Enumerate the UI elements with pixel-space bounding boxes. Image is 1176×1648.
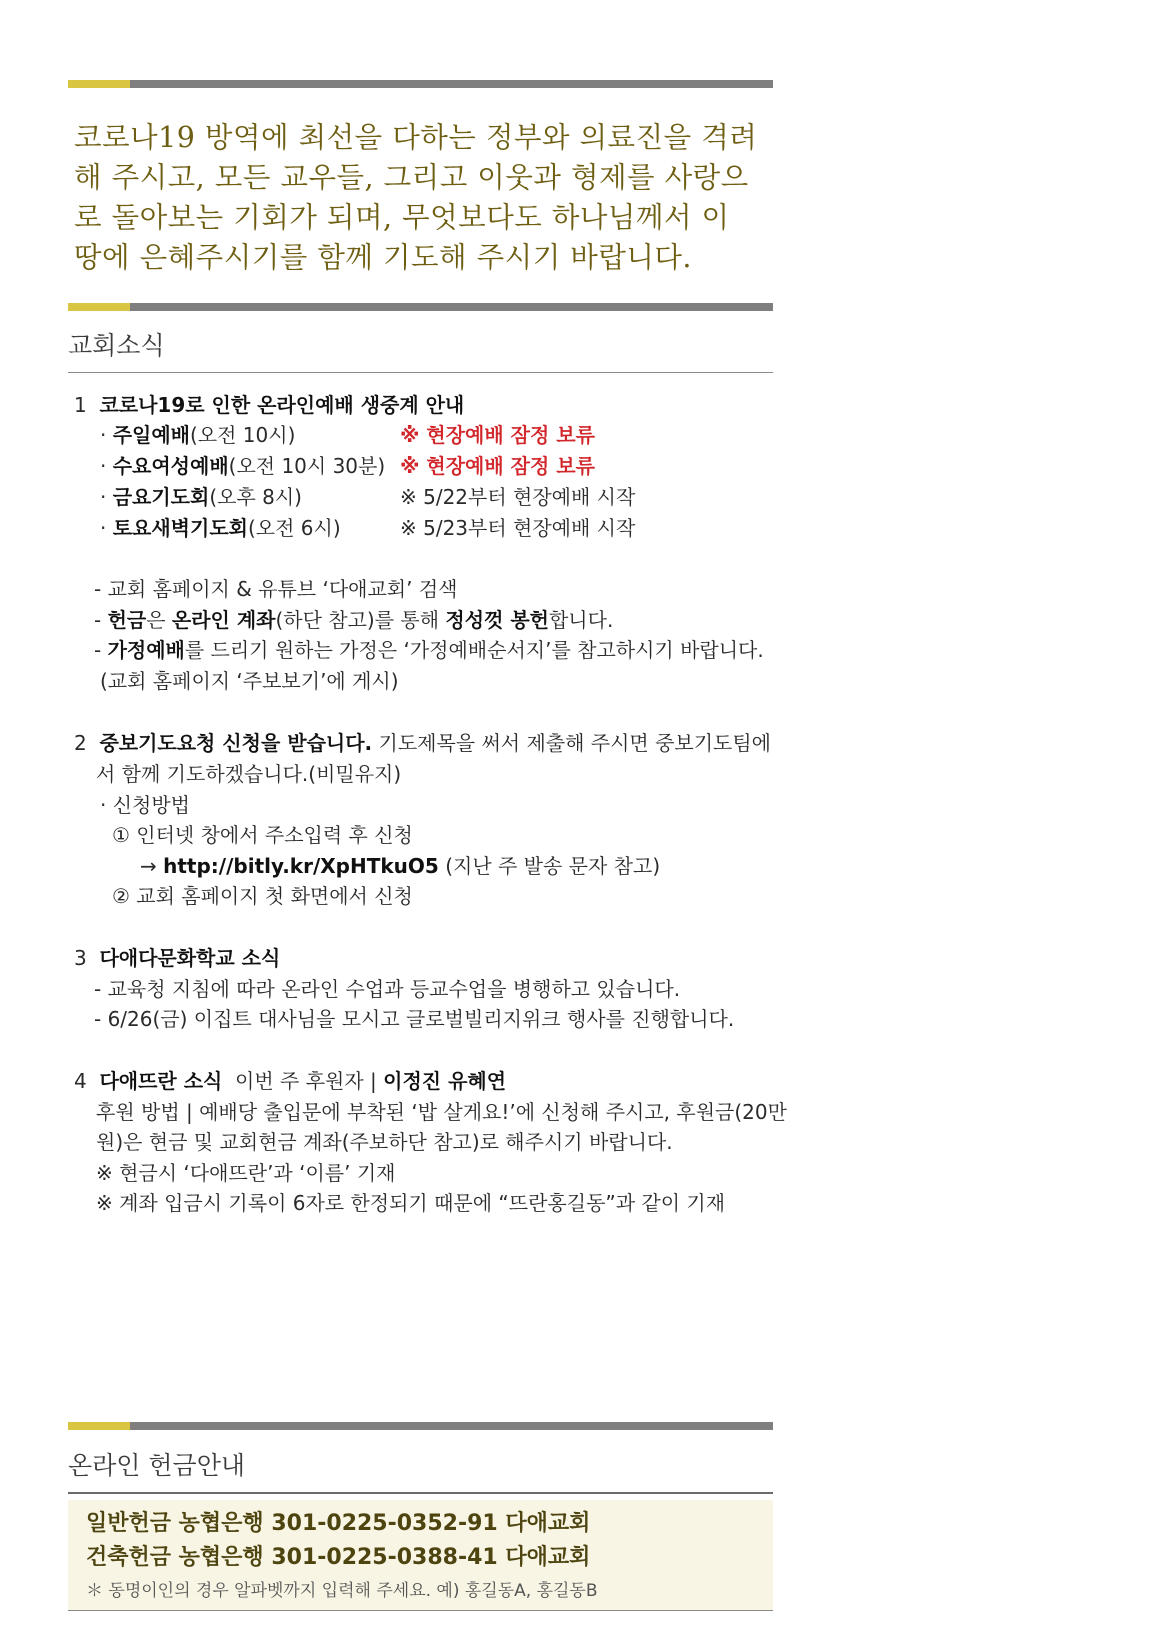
prayer-line: 해 주시고, 모든 교우들, 그리고 이웃과 형제를 사랑으 <box>74 161 749 194</box>
building-offering-account: 건축헌금 농협은행 301-0225-0388-41 다애교회 <box>86 1545 591 1570</box>
service-note: ※ 5/23부터 현장예배 시작 <box>400 516 636 540</box>
news-item-4-title: 다애뜨란 소식 <box>99 1069 223 1093</box>
news-text: - 교육청 지침에 따라 온라인 수업과 등교수업을 병행하고 있습니다. <box>94 977 681 1001</box>
news-note: - 교회 홈페이지 & 유튜브 ‘다애교회’ 검색 <box>94 577 458 601</box>
news-divider <box>68 303 773 311</box>
method-step: ① 인터넷 창에서 주소입력 후 신청 <box>112 823 413 847</box>
news-item-3-title: 다애다문화학교 소식 <box>99 946 281 970</box>
news-note: - 헌금은 온라인 계좌(하단 참고)를 통해 정성껏 봉헌합니다. <box>94 608 614 632</box>
service-row: · 금요기도회(오후 8시) <box>100 485 302 509</box>
offering-box <box>68 1500 773 1611</box>
news-text: - 6/26(금) 이집트 대사님을 모시고 글로벌빌리지위크 행사를 진행합니다. <box>94 1007 735 1031</box>
news-note: (교회 홈페이지 ‘주보보기’에 게시) <box>100 669 399 693</box>
offering-divider <box>68 1422 773 1430</box>
general-offering-account: 일반헌금 농협은행 301-0225-0352-91 다애교회 <box>86 1511 591 1536</box>
method-label: · 신청방법 <box>100 793 190 817</box>
prayer-line: 땅에 은혜주시기를 함께 기도해 주시기 바랍니다. <box>74 241 692 274</box>
news-item-1-heading: 1 코로나19로 인한 온라인예배 생중계 안내 <box>74 393 465 417</box>
news-item-2-title: 중보기도요청 신청을 받습니다. <box>99 731 373 755</box>
prayer-paragraph <box>74 118 774 278</box>
prayer-link-row: → http://bitly.kr/XpHTkuO5 (지난 주 발송 문자 참고) <box>140 854 661 878</box>
news-item-2-heading: 2 중보기도요청 신청을 받습니다. 기도제목을 써서 제출해 주시면 중보기도팀에 <box>74 731 772 755</box>
news-item-3-heading: 3 다애다문화학교 소식 <box>74 946 281 970</box>
method-step: ② 교회 홈페이지 첫 화면에서 신청 <box>112 884 413 908</box>
news-note: - 가정예배를 드리기 원하는 가정은 ‘가정예배순서지’를 참고하시기 바랍니다. <box>94 638 764 662</box>
service-row: · 수요여성예배(오전 10시 30분) <box>100 454 386 478</box>
top-divider <box>68 80 773 88</box>
service-note: ※ 현장예배 잠정 보류 <box>400 423 595 447</box>
prayer-line: 로 돌아보는 기회가 되며, 무엇보다도 하나님께서 이 <box>74 201 730 234</box>
church-news-title: 교회소식 <box>68 331 165 360</box>
church-news-rule <box>68 372 773 373</box>
news-item-1-title: 코로나19로 인한 온라인예배 생중계 안내 <box>99 393 465 417</box>
news-note: ※ 계좌 입금시 기록이 6자로 한정되기 때문에 “뜨란홍길동”과 같이 기재 <box>96 1191 726 1215</box>
news-item-4-heading: 4 다애뜨란 소식 이번 주 후원자 | 이정진 유혜연 <box>74 1069 507 1093</box>
service-row: · 주일예배(오전 10시) <box>100 423 296 447</box>
news-text: 서 함께 기도하겠습니다.(비밀유지) <box>96 762 402 786</box>
sponsor-names: 이정진 유혜연 <box>383 1069 507 1093</box>
offering-title: 온라인 헌금안내 <box>68 1451 245 1480</box>
service-note: ※ 5/22부터 현장예배 시작 <box>400 485 636 509</box>
news-note: ※ 현금시 ‘다애뜨란’과 ‘이름’ 기재 <box>96 1161 396 1185</box>
news-text: 후원 방법 | 예배당 출입문에 부착된 ‘밥 살게요!’에 신청해 주시고, 후원금(20만 <box>96 1100 787 1124</box>
offering-note: ＊ 동명이인의 경우 알파벳까지 입력해 주세요. 예) 홍길동A, 홍길동B <box>86 1581 598 1601</box>
service-row: · 토요새벽기도회(오전 6시) <box>100 516 341 540</box>
offering-rule <box>68 1492 773 1494</box>
service-note: ※ 현장예배 잠정 보류 <box>400 454 595 478</box>
prayer-line: 코로나19 방역에 최선을 다하는 정부와 의료진을 격려 <box>74 121 758 154</box>
news-text: 원)은 현금 및 교회현금 계좌(주보하단 참고)로 해주시기 바랍니다. <box>96 1130 673 1154</box>
prayer-request-link[interactable]: http://bitly.kr/XpHTkuO5 <box>163 854 439 878</box>
